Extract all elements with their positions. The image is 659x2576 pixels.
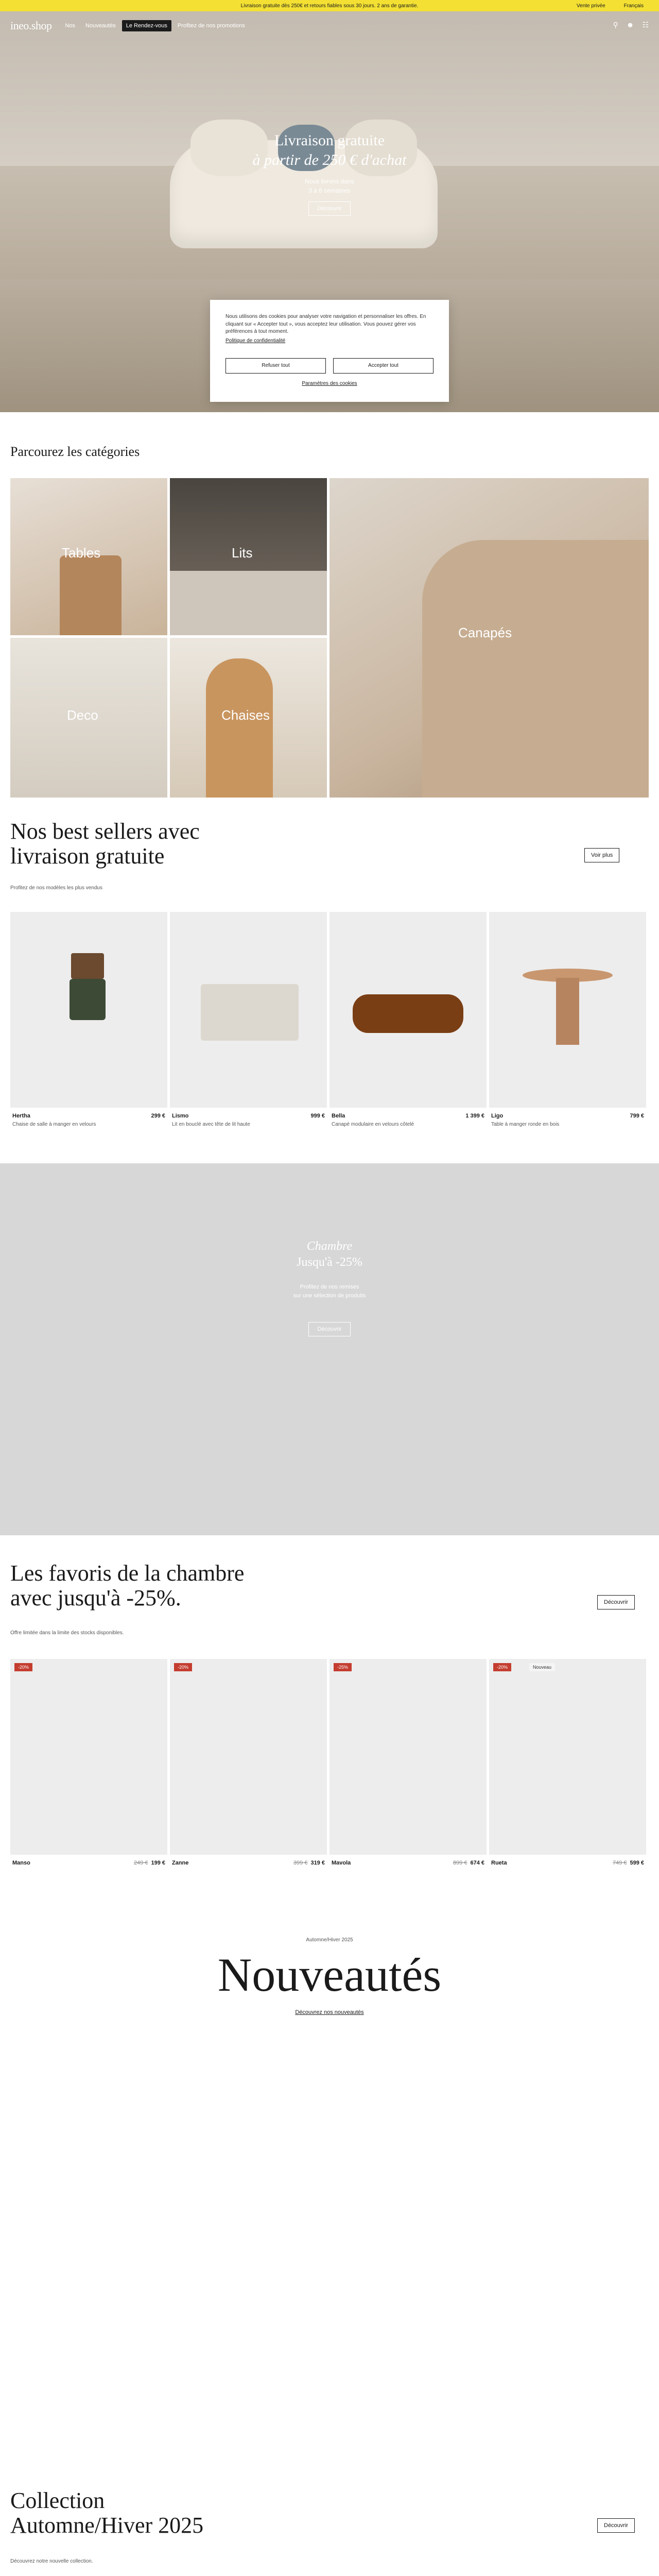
product-old-price: 399 € [293, 1860, 308, 1866]
nav-item-promotions[interactable]: Profitez de nos promotions [177, 23, 245, 29]
discount-badge: -20% [14, 1663, 32, 1671]
product-description: Chaise de salle à manger en velours [12, 1122, 96, 1127]
account-icon[interactable]: ☻ [626, 21, 634, 29]
promo-line2: Jusqu'à -25% [297, 1256, 362, 1269]
hero-banner [0, 11, 659, 412]
favourites-cta-button[interactable]: Découvrir [597, 1595, 635, 1609]
product-image[interactable] [10, 1659, 167, 1855]
nav-item-new[interactable]: Nouveautés [85, 23, 116, 29]
product-sale-price: 319 € [310, 1860, 325, 1866]
new-tag: Nouveau [529, 1663, 555, 1671]
product-old-price: 749 € [612, 1860, 627, 1866]
categories-title: Parcourez les catégories [10, 444, 140, 459]
product-image[interactable] [10, 912, 167, 1108]
category-tile-beds[interactable] [170, 478, 327, 635]
hero-text-1: Nous livrons dans [305, 178, 354, 185]
product-price [613, 1860, 644, 1866]
product-price [453, 1860, 484, 1866]
collection-cta-button[interactable]: Découvrir [597, 2518, 635, 2533]
bestsellers-title-line2: livraison gratuite [10, 843, 165, 869]
newin-link[interactable]: Découvrez nos nouveautés [295, 2009, 364, 2015]
promo-line3: Profitez de nos remises [300, 1284, 359, 1290]
product-description: Canapé modulaire en velours côtelé [332, 1122, 414, 1127]
hero-subtitle: à partir de 250 € d'achat [252, 151, 407, 168]
product-sale-price: 599 € [630, 1860, 644, 1866]
product-old-price: 249 € [133, 1860, 148, 1866]
nav-item-rendezvous[interactable]: Le Rendez-vous [122, 20, 171, 31]
product-price [293, 1860, 325, 1866]
hero-text-2: 3 à 6 semaines [308, 187, 351, 194]
category-label: Canapés [458, 625, 512, 640]
product-name: Rueta [491, 1860, 507, 1866]
site-logo[interactable]: ineo.shop [10, 19, 52, 32]
product-description: Table à manger ronde en bois [491, 1122, 560, 1127]
announcement-text: Livraison gratuite dès 250€ et retours fiables sous 30 jours. 2 ans de garantie. [240, 3, 419, 9]
product-price: 1 399 € [465, 1113, 484, 1119]
bestsellers-title-line1: Nos best sellers avec [10, 819, 200, 844]
favourites-title-line1: Les favoris de la chambre [10, 1561, 245, 1586]
collection-title-line1: Collection [10, 2488, 105, 2513]
product-price: 999 € [310, 1113, 325, 1119]
product-old-price: 899 € [453, 1860, 467, 1866]
product-image[interactable] [489, 1659, 646, 1855]
promo-banner-bedroom[interactable] [0, 1163, 659, 1535]
category-label: Deco [67, 707, 98, 723]
hero-text [0, 131, 659, 216]
main-nav [0, 11, 659, 40]
promo-line4: sur une sélection de produits [293, 1292, 366, 1299]
sofa-shape [422, 540, 649, 798]
discount-badge: -20% [493, 1663, 511, 1671]
product-name: Lismo [172, 1113, 189, 1119]
category-tile-tables[interactable] [10, 478, 167, 635]
product-name: Ligo [491, 1113, 504, 1119]
product-name: Bella [332, 1113, 345, 1119]
category-label: Lits [232, 545, 253, 561]
category-tile-sofas[interactable] [330, 478, 649, 798]
product-description: Lit en bouclé avec tête de lit haute [172, 1122, 250, 1127]
sofa-image [353, 994, 463, 1033]
favourites-title-line2: avec jusqu'à -25%. [10, 1585, 181, 1611]
privacy-policy-link[interactable]: Politique de confidentialité [226, 337, 286, 344]
hero-cta-button[interactable]: Découvrir [308, 201, 350, 216]
collection-title [10, 2488, 203, 2538]
category-tile-chairs[interactable] [170, 638, 327, 798]
product-name: Mavola [332, 1860, 351, 1866]
promo-cta-button[interactable]: Découvrir [308, 1322, 350, 1336]
product-image[interactable] [330, 912, 487, 1108]
product-sale-price: 199 € [151, 1860, 165, 1866]
promo-link[interactable]: Vente privée [577, 3, 605, 9]
product-price [134, 1860, 165, 1866]
newin-overline: Automne/Hiver 2025 [306, 1937, 353, 1943]
language-select[interactable]: Français [623, 3, 644, 9]
product-name: Manso [12, 1860, 30, 1866]
product-sale-price: 674 € [470, 1860, 484, 1866]
product-name: Hertha [12, 1113, 30, 1119]
bestsellers-cta-button[interactable]: Voir plus [584, 848, 619, 862]
chair-back [71, 953, 104, 979]
favourites-subtitle: Offre limitée dans la limite des stocks disponibles. [10, 1630, 124, 1636]
search-icon[interactable]: ⚲ [613, 21, 618, 29]
cookie-text: Nous utilisons des cookies pour analyser votre navigation et personnaliser les offres. En cliquant sur « Accepter tout », vous acceptez leur utilisation. Vous pouvez gérer vos préférences à tout moment. [226, 314, 426, 334]
cookie-banner [210, 300, 449, 402]
newin-title: Nouveautés [217, 1948, 442, 2001]
promo-line1: Chambre [306, 1240, 353, 1253]
product-image[interactable] [330, 1659, 487, 1855]
cookie-settings-link[interactable]: Paramètres des cookies [302, 380, 357, 386]
discount-badge: -20% [174, 1663, 192, 1671]
accept-cookies-button[interactable]: Accepter tout [333, 358, 433, 374]
nav-item-products[interactable]: Nos [65, 23, 76, 29]
table-shape [60, 555, 122, 635]
refuse-cookies-button[interactable]: Refuser tout [226, 358, 326, 374]
product-price: 799 € [630, 1113, 644, 1119]
product-image[interactable] [170, 912, 327, 1108]
bestsellers-title [10, 819, 200, 869]
category-tile-deco[interactable] [10, 638, 167, 798]
collection-subtitle: Découvrez notre nouvelle collection. [10, 2558, 93, 2564]
category-label: Tables [62, 545, 101, 561]
cart-icon[interactable]: ☷ [642, 21, 649, 29]
bestsellers-subtitle: Profitez de nos modèles les plus vendus [10, 885, 102, 891]
product-name: Zanne [172, 1860, 189, 1866]
bed-image [201, 984, 299, 1041]
product-image[interactable] [170, 1659, 327, 1855]
chair-shape [206, 658, 273, 798]
product-price: 299 € [151, 1113, 165, 1119]
collection-title-line2: Automne/Hiver 2025 [10, 2513, 204, 2538]
announcement-bar [0, 0, 659, 11]
hero-title: Livraison gratuite [274, 132, 385, 149]
category-label: Chaises [221, 707, 270, 723]
discount-badge: -25% [334, 1663, 352, 1671]
chair-image [70, 979, 106, 1020]
bed-shape [170, 571, 327, 635]
favourites-title [10, 1561, 244, 1611]
table-base [556, 978, 579, 1045]
product-image[interactable] [489, 912, 646, 1108]
